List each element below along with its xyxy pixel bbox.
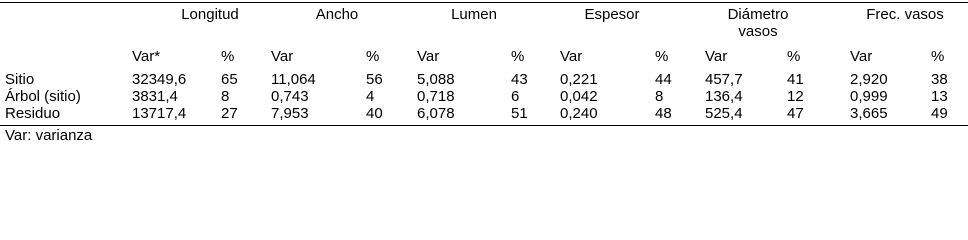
table-cell: 0,718 <box>417 88 455 105</box>
table-cell: 525,4 <box>705 105 743 122</box>
table-cell: 5,088 <box>417 71 455 88</box>
table-cell: 0,999 <box>850 88 888 105</box>
table-cell: 43 <box>511 71 528 88</box>
row-label-sitio: Sitio <box>5 71 35 88</box>
subheader-ancho-pct: % <box>366 48 380 65</box>
subheader-ancho-var: Var <box>271 48 294 65</box>
subheader-longitud-pct: % <box>221 48 235 65</box>
table-cell: 136,4 <box>705 88 743 105</box>
table-cell: 27 <box>221 105 238 122</box>
group-header-frec-vasos: Frec. vasos <box>866 6 944 23</box>
table-cell: 47 <box>787 105 804 122</box>
subheader-diametro-var: Var <box>705 48 728 65</box>
subheader-frec-pct: % <box>931 48 945 65</box>
table-cell: 11,064 <box>271 71 316 88</box>
group-header-espesor: Espesor <box>584 6 640 23</box>
table-cell: 12 <box>787 88 804 105</box>
table-cell: 41 <box>787 71 804 88</box>
table-cell: 32349,6 <box>132 71 187 88</box>
table-cell: 56 <box>366 71 383 88</box>
table-cell: 0,240 <box>560 105 598 122</box>
table-cell: 3,665 <box>850 105 888 122</box>
table-cell: 2,920 <box>850 71 888 88</box>
table-cell: 3831,4 <box>132 88 178 105</box>
table-cell: 40 <box>366 105 383 122</box>
group-header-longitud: Longitud <box>181 6 239 23</box>
footnote: Var: varianza <box>5 127 93 144</box>
table-cell: 0,743 <box>271 88 309 105</box>
table-cell: 0,221 <box>560 71 598 88</box>
table-cell: 4 <box>366 88 375 105</box>
group-header-diametro-vasos: Diámetro vasos <box>727 6 789 40</box>
table-cell: 0,042 <box>560 88 598 105</box>
group-header-lumen: Lumen <box>451 6 497 23</box>
table-cell: 8 <box>221 88 230 105</box>
subheader-lumen-pct: % <box>511 48 525 65</box>
table-cell: 44 <box>655 71 672 88</box>
table-cell: 65 <box>221 71 238 88</box>
table-cell: 38 <box>931 71 948 88</box>
subheader-espesor-var: Var <box>560 48 583 65</box>
table-cell: 6 <box>511 88 520 105</box>
subheader-lumen-var: Var <box>417 48 440 65</box>
bottom-rule <box>0 125 968 126</box>
table-cell: 13 <box>931 88 948 105</box>
subheader-diametro-pct: % <box>787 48 801 65</box>
table-cell: 457,7 <box>705 71 743 88</box>
group-header-ancho: Ancho <box>315 6 359 23</box>
top-rule <box>0 2 968 3</box>
subheader-espesor-pct: % <box>655 48 669 65</box>
row-label-arbol-sitio: Árbol (sitio) <box>5 88 81 105</box>
table-cell: 51 <box>511 105 528 122</box>
table-cell: 7,953 <box>271 105 309 122</box>
table-cell: 8 <box>655 88 664 105</box>
subheader-frec-var: Var <box>850 48 873 65</box>
table-cell: 48 <box>655 105 672 122</box>
table-cell: 49 <box>931 105 948 122</box>
table-cell: 6,078 <box>417 105 455 122</box>
subheader-longitud-var: Var* <box>132 48 161 65</box>
table-cell: 13717,4 <box>132 105 187 122</box>
row-label-residuo: Residuo <box>5 105 61 122</box>
